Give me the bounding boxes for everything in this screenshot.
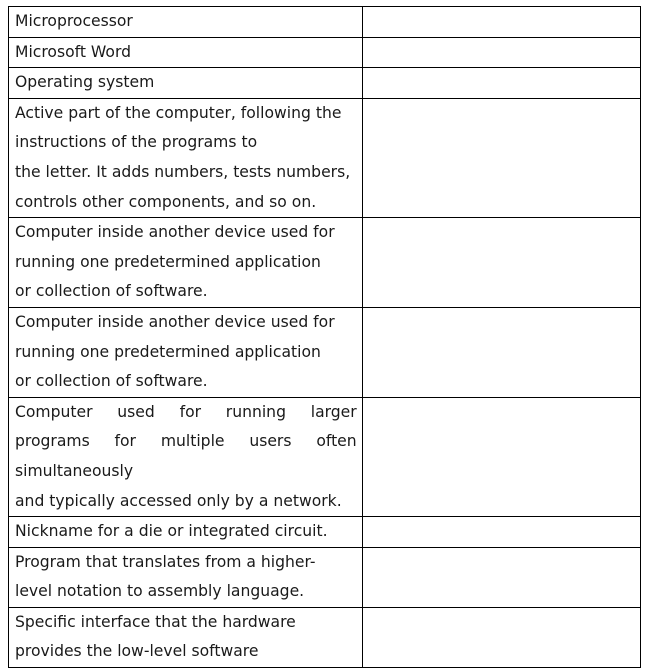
- table-row: [9, 218, 641, 308]
- definition-line: the letter. It adds numbers, tests numbers,: [15, 162, 351, 181]
- definition-line: Nickname for a die or integrated circuit.: [15, 522, 328, 541]
- table-row: [9, 7, 641, 38]
- definition-line: instructions of the programs to: [15, 133, 258, 152]
- definition-cell: [9, 218, 363, 308]
- answer-cell[interactable]: [362, 307, 640, 397]
- table-row: [9, 37, 641, 68]
- term-text: Microprocessor: [15, 12, 133, 30]
- definition-line: simultaneously: [15, 461, 134, 480]
- definition-cell: [9, 98, 363, 217]
- term-text: Operating system: [15, 73, 155, 92]
- table-row: [9, 517, 641, 548]
- definition-line: Computer inside another device used for: [15, 312, 335, 331]
- definition-line: provides the low-level software: [15, 642, 259, 661]
- definition-line: controls other components, and so on.: [15, 192, 317, 211]
- answer-cell[interactable]: [362, 547, 640, 607]
- definition-cell: [9, 517, 363, 548]
- term-text: Microsoft Word: [15, 42, 132, 61]
- definition-line: Active part of the computer, following the: [15, 103, 342, 122]
- answer-cell[interactable]: [362, 7, 640, 38]
- definition-line: Program that translates from a higher-: [15, 552, 316, 571]
- definition-line: running one predetermined application: [15, 342, 321, 361]
- table-row: [9, 607, 641, 667]
- definition-line: Computer inside another device used for: [15, 223, 335, 242]
- definition-line: programs for multiple users often: [15, 432, 357, 451]
- term-cell: [9, 68, 363, 99]
- definition-cell: [9, 547, 363, 607]
- answer-cell[interactable]: [362, 397, 640, 516]
- definition-line: level notation to assembly language.: [15, 582, 305, 601]
- table-row: [9, 98, 641, 217]
- answer-cell[interactable]: [362, 218, 640, 308]
- table-row: [9, 397, 641, 516]
- definition-cell: [9, 307, 363, 397]
- definition-line: Computer used for running larger: [15, 402, 357, 421]
- definition-line: or collection of software.: [15, 282, 208, 301]
- definition-cell: [9, 397, 363, 516]
- answer-cell[interactable]: [362, 517, 640, 548]
- table-row: [9, 68, 641, 99]
- definition-line: and typically accessed only by a network.: [15, 491, 342, 510]
- vocabulary-matching-table: [8, 6, 641, 668]
- definition-line: running one predetermined application: [15, 252, 321, 271]
- definition-line: Specific interface that the hardware: [15, 612, 296, 631]
- answer-cell[interactable]: [362, 98, 640, 217]
- answer-cell[interactable]: [362, 68, 640, 99]
- term-cell: [9, 37, 363, 68]
- definition-cell: [9, 607, 363, 667]
- answer-cell[interactable]: [362, 607, 640, 667]
- answer-cell[interactable]: [362, 37, 640, 68]
- table-row: [9, 307, 641, 397]
- definition-line: or collection of software.: [15, 372, 208, 391]
- table-row: [9, 547, 641, 607]
- term-cell: [9, 7, 363, 38]
